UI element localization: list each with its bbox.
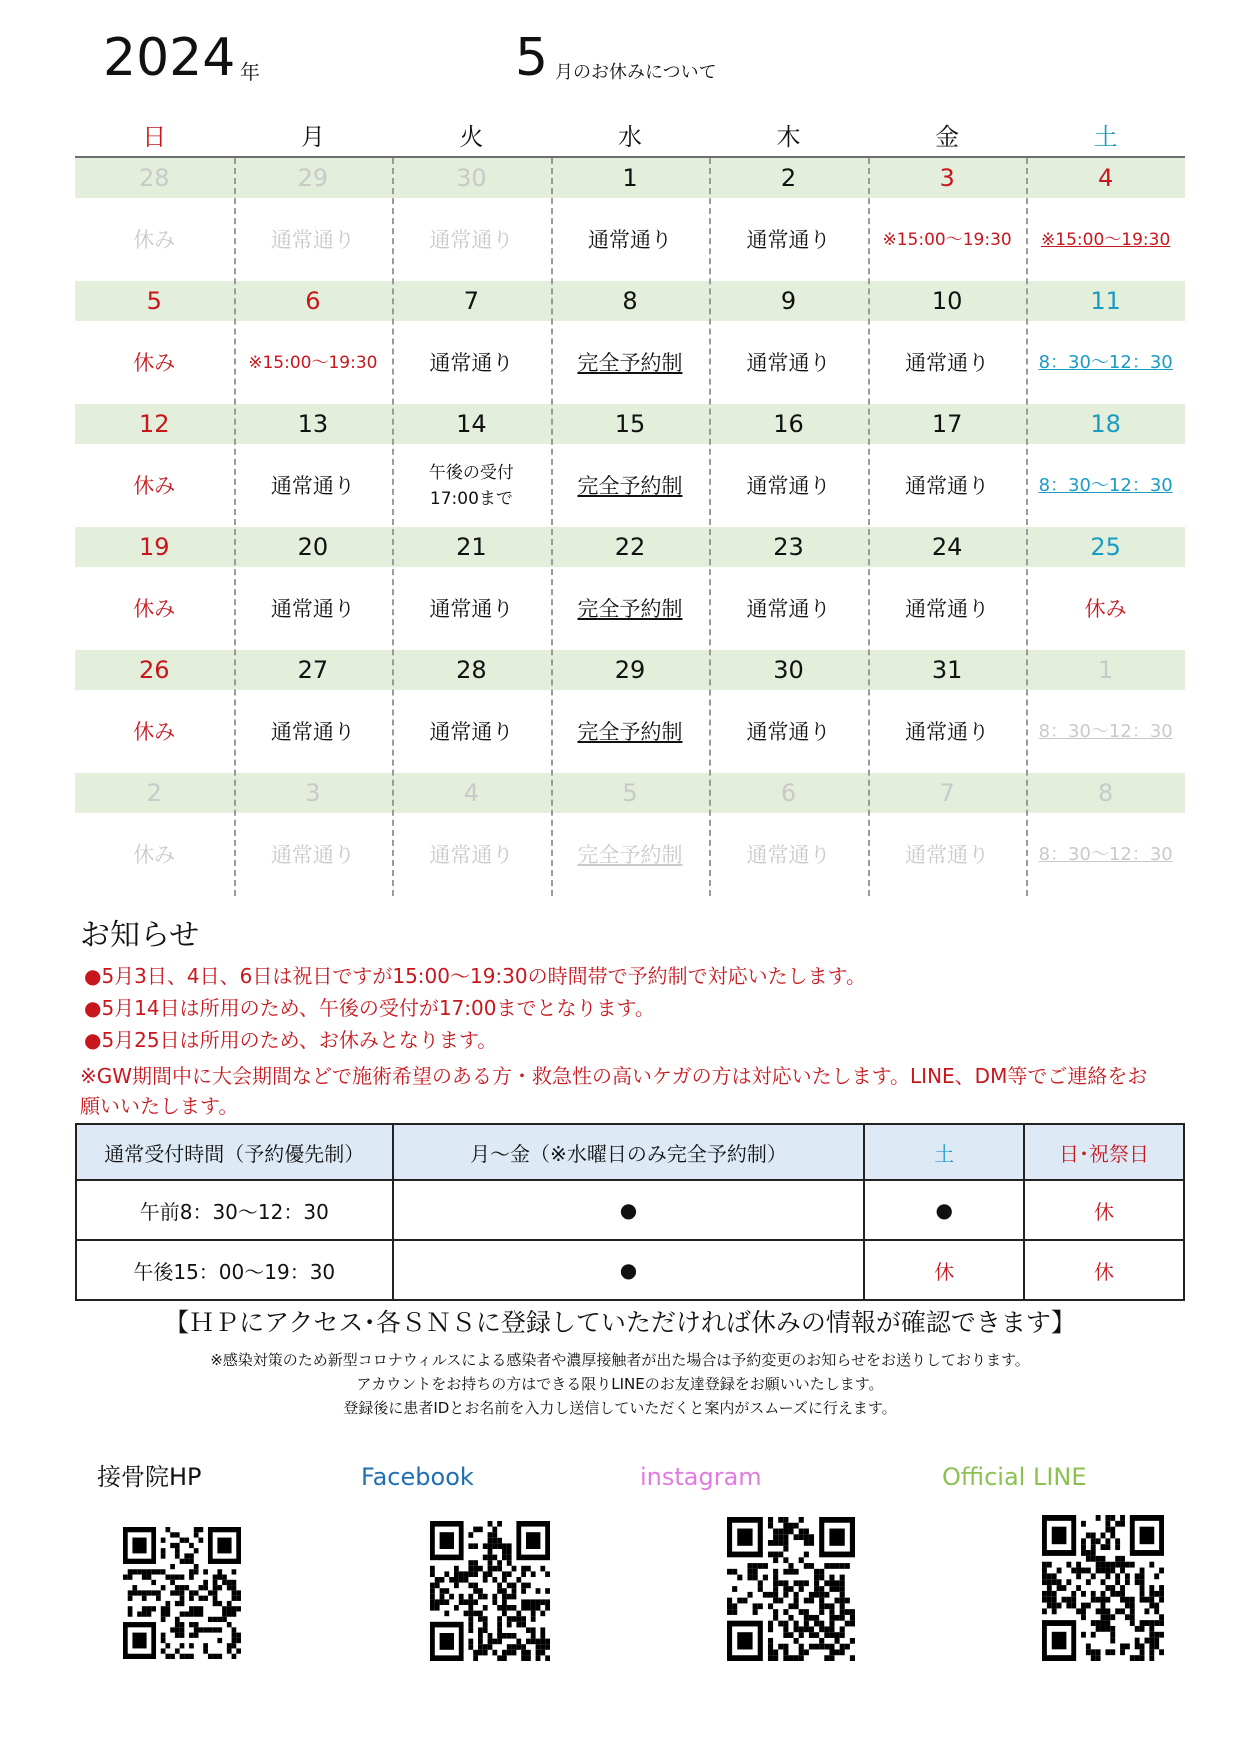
calendar-status-text: 通常通り bbox=[429, 596, 514, 621]
weekday-tue: 火 bbox=[459, 123, 484, 151]
calendar-status-row bbox=[75, 444, 1185, 527]
notice-line-1: ●5月3日、4日、6日は祝日ですが15:00～19:30の時間帯で予約制で対応いたします。 bbox=[84, 964, 867, 988]
title-month: 5 bbox=[515, 28, 549, 88]
calendar-status bbox=[75, 444, 234, 527]
calendar-status-text: ※15:00～19:30 bbox=[1041, 229, 1171, 250]
sns-note-1: ※感染対策のため新型コロナウィルスによる感染者や濃厚接触者が出た場合は予約変更のお知らせをお送りしております。 bbox=[210, 1351, 1030, 1369]
calendar-status bbox=[709, 321, 868, 404]
calendar-status-row bbox=[75, 321, 1185, 404]
calendar-date: 13 bbox=[297, 410, 329, 438]
notice-line-2: ●5月14日は所用のため、午後の受付が17:00までとなります。 bbox=[84, 996, 655, 1020]
calendar-status bbox=[75, 813, 234, 896]
calendar-status bbox=[234, 813, 393, 896]
link-label-instagram[interactable]: instagram bbox=[640, 1463, 762, 1491]
link-label-line[interactable]: Official LINE bbox=[942, 1463, 1087, 1491]
calendar-status-text: 通常通り bbox=[746, 596, 831, 621]
calendar-status-text: 通常通り bbox=[429, 842, 514, 867]
calendar-date: 7 bbox=[939, 779, 955, 807]
calendar-date-row bbox=[75, 158, 1185, 198]
calendar-status bbox=[234, 444, 393, 527]
calendar-date: 24 bbox=[931, 533, 963, 561]
weekday-thu: 木 bbox=[776, 123, 801, 151]
hours-header-holiday: 日･祝祭日 bbox=[1024, 1124, 1184, 1180]
calendar-status bbox=[75, 690, 234, 773]
calendar-status-text: ※15:00～19:30 bbox=[882, 229, 1012, 250]
qr-code-line-icon[interactable] bbox=[1042, 1515, 1164, 1661]
calendar-date: 31 bbox=[931, 656, 963, 684]
calendar-status-text: 休み bbox=[133, 842, 176, 867]
calendar-status bbox=[709, 567, 868, 650]
calendar-status-text: 通常通り bbox=[746, 227, 831, 252]
title-text: 月のお休みについて bbox=[555, 62, 717, 83]
calendar-date: 22 bbox=[614, 533, 646, 561]
calendar-status bbox=[868, 444, 1027, 527]
calendar-status-text: 通常通り bbox=[905, 473, 990, 498]
calendar-status-text: 通常通り bbox=[905, 596, 990, 621]
calendar-status-text: 通常通り bbox=[270, 842, 355, 867]
notice-line-3: ●5月25日は所用のため、お休みとなります。 bbox=[84, 1028, 498, 1052]
hours-pm-time: 午後15：00～19：30 bbox=[76, 1240, 393, 1300]
calendar-status bbox=[868, 198, 1027, 281]
hours-header-weekday: 月～金（※水曜日のみ完全予約制） bbox=[393, 1124, 865, 1180]
calendar-date: 18 bbox=[1090, 410, 1121, 438]
calendar-date: 3 bbox=[305, 779, 321, 807]
weekday-header bbox=[75, 120, 1185, 159]
hours-am-sat: ● bbox=[864, 1180, 1024, 1240]
calendar-status-text: 通常通り bbox=[905, 719, 990, 744]
calendar-date: 4 bbox=[1098, 164, 1114, 192]
calendar-date: 9 bbox=[780, 287, 797, 315]
calendar-date: 28 bbox=[456, 656, 487, 684]
calendar-status bbox=[392, 198, 551, 281]
weekday-wed: 水 bbox=[617, 123, 642, 151]
hours-am-time: 午前8：30～12：30 bbox=[76, 1180, 393, 1240]
calendar-status bbox=[1026, 567, 1185, 650]
weekday-sat: 土 bbox=[1093, 123, 1118, 151]
sns-banner: 【ＨＰにアクセス･各ＳＮＳに登録していただければ休みの情報が確認できます】 bbox=[164, 1308, 1076, 1337]
weekday-mon: 月 bbox=[300, 123, 325, 151]
hours-table bbox=[75, 1123, 1185, 1301]
calendar-status-text: 通常通り bbox=[587, 227, 672, 252]
calendar-week bbox=[75, 650, 1185, 773]
sns-note-2: アカウントをお持ちの方はできる限りLINEのお友達登録をお願いいたします。 bbox=[356, 1375, 884, 1393]
calendar-status bbox=[75, 567, 234, 650]
calendar-date: 11 bbox=[1090, 287, 1121, 315]
calendar-date: 16 bbox=[773, 410, 804, 438]
hours-pm-weekday: ● bbox=[393, 1240, 865, 1300]
calendar-status-text: 通常通り bbox=[905, 350, 990, 375]
link-label-facebook[interactable]: Facebook bbox=[361, 1463, 474, 1491]
calendar-status-text: 休み bbox=[133, 473, 176, 498]
calendar-status-text: 8：30～12：30 bbox=[1038, 843, 1173, 865]
calendar-divider bbox=[868, 158, 870, 896]
calendar-status bbox=[75, 198, 234, 281]
calendar-status-text: 完全予約制 bbox=[577, 719, 683, 744]
calendar-date: 15 bbox=[614, 410, 646, 438]
calendar-status-text: 休み bbox=[133, 350, 176, 375]
calendar-date: 25 bbox=[1090, 533, 1121, 561]
calendar-divider bbox=[1026, 158, 1028, 896]
calendar-status-text: ※15:00～19:30 bbox=[248, 352, 378, 373]
calendar-status bbox=[551, 444, 710, 527]
calendar-date: 21 bbox=[456, 533, 487, 561]
calendar-status bbox=[1026, 198, 1185, 281]
weekday-fri: 金 bbox=[935, 123, 960, 151]
qr-code-instagram-icon[interactable] bbox=[727, 1517, 855, 1661]
calendar-date-row bbox=[75, 773, 1185, 813]
calendar-date: 5 bbox=[146, 287, 162, 315]
hours-header-sat: 土 bbox=[864, 1124, 1024, 1180]
calendar-date: 7 bbox=[463, 287, 480, 315]
calendar-date: 17 bbox=[931, 410, 963, 438]
calendar-date: 29 bbox=[614, 656, 646, 684]
calendar-date-row bbox=[75, 527, 1185, 567]
calendar-status bbox=[551, 690, 710, 773]
calendar-status-text: 通常通り bbox=[746, 473, 831, 498]
calendar-week bbox=[75, 527, 1185, 650]
link-label-hp[interactable]: 接骨院HP bbox=[97, 1463, 202, 1491]
calendar-week bbox=[75, 773, 1185, 896]
calendar-date: 26 bbox=[139, 656, 170, 684]
calendar-date: 1 bbox=[622, 164, 638, 192]
calendar-status-text: 完全予約制 bbox=[577, 473, 683, 498]
hours-row-am bbox=[76, 1180, 1184, 1240]
calendar-status bbox=[551, 813, 710, 896]
calendar-status bbox=[75, 321, 234, 404]
calendar-status bbox=[551, 567, 710, 650]
calendar-status-text: 通常通り bbox=[429, 227, 514, 252]
calendar-date: 6 bbox=[305, 287, 321, 315]
calendar-date: 1 bbox=[1098, 656, 1114, 684]
calendar-status-text: 通常通り bbox=[270, 227, 355, 252]
calendar-status bbox=[709, 444, 868, 527]
calendar-divider bbox=[709, 158, 711, 896]
calendar-status bbox=[868, 813, 1027, 896]
calendar-status bbox=[392, 567, 551, 650]
calendar-status-text: 通常通り bbox=[746, 350, 831, 375]
calendar-status-row bbox=[75, 567, 1185, 650]
calendar-date: 5 bbox=[622, 779, 638, 807]
calendar-status-row bbox=[75, 690, 1185, 773]
calendar-date: 20 bbox=[297, 533, 329, 561]
calendar-date: 28 bbox=[139, 164, 170, 192]
calendar-status-text: 通常通り bbox=[905, 842, 990, 867]
calendar-status-note: 午後の受付 bbox=[428, 462, 514, 483]
calendar-week bbox=[75, 158, 1185, 281]
calendar-status bbox=[709, 198, 868, 281]
calendar-status bbox=[234, 198, 393, 281]
calendar-status bbox=[1026, 321, 1185, 404]
calendar-status-note: 17:00まで bbox=[429, 488, 513, 509]
calendar-status bbox=[392, 690, 551, 773]
calendar-date-row bbox=[75, 650, 1185, 690]
notice-gw-line-1: ※GW期間中に大会期間などで施術希望のある方・救急性の高いケガの方は対応いたします。LINE、DM等でご連絡をお bbox=[80, 1064, 1148, 1088]
notice-title: お知らせ bbox=[80, 918, 200, 953]
calendar-status bbox=[234, 690, 393, 773]
calendar-status bbox=[234, 321, 393, 404]
hours-pm-sat: 休 bbox=[864, 1240, 1024, 1300]
calendar-date-row bbox=[75, 404, 1185, 444]
calendar-status-text: 通常通り bbox=[429, 350, 514, 375]
calendar-grid bbox=[75, 158, 1185, 896]
title-year-suffix: 年 bbox=[240, 60, 260, 84]
calendar-status-text: 休み bbox=[133, 596, 176, 621]
calendar-date: 19 bbox=[139, 533, 170, 561]
calendar-date: 2 bbox=[146, 779, 162, 807]
hours-row-pm bbox=[76, 1240, 1184, 1300]
calendar-divider bbox=[551, 158, 553, 896]
calendar-status-text: 8：30～12：30 bbox=[1038, 720, 1173, 742]
calendar-date: 4 bbox=[463, 779, 480, 807]
calendar-status-text: 休み bbox=[1084, 596, 1127, 621]
calendar-status bbox=[551, 321, 710, 404]
hours-header-row bbox=[76, 1124, 1184, 1180]
calendar-divider bbox=[234, 158, 236, 896]
calendar-status-row bbox=[75, 198, 1185, 281]
calendar-status-text: 通常通り bbox=[429, 719, 514, 744]
calendar-status-text: 通常通り bbox=[270, 473, 355, 498]
calendar-status bbox=[392, 813, 551, 896]
calendar-status bbox=[709, 813, 868, 896]
calendar-status-text: 通常通り bbox=[746, 842, 831, 867]
notice-gw bbox=[80, 1061, 1190, 1121]
calendar-date: 8 bbox=[622, 287, 638, 315]
calendar-status-text: 通常通り bbox=[270, 719, 355, 744]
calendar-status-text: 通常通り bbox=[746, 719, 831, 744]
calendar-date: 10 bbox=[931, 287, 963, 315]
sns-note-3: 登録後に患者IDとお名前を入力し送信していただくと案内がスムーズに行えます。 bbox=[343, 1399, 897, 1417]
weekday-sun: 日 bbox=[142, 123, 167, 151]
calendar-status bbox=[1026, 444, 1185, 527]
calendar-date: 29 bbox=[297, 164, 329, 192]
calendar-date: 3 bbox=[939, 164, 955, 192]
calendar-status bbox=[709, 690, 868, 773]
calendar-week bbox=[75, 404, 1185, 527]
calendar-status-text: 完全予約制 bbox=[577, 842, 683, 867]
calendar-date: 8 bbox=[1098, 779, 1114, 807]
calendar-status-text: 通常通り bbox=[270, 596, 355, 621]
calendar-date-row bbox=[75, 281, 1185, 321]
calendar-date: 30 bbox=[456, 164, 487, 192]
calendar-status-text: 休み bbox=[133, 227, 176, 252]
calendar-date: 23 bbox=[773, 533, 804, 561]
calendar-status bbox=[868, 567, 1027, 650]
calendar-week bbox=[75, 281, 1185, 404]
hours-header-time: 通常受付時間（予約優先制） bbox=[76, 1124, 393, 1180]
calendar-date: 27 bbox=[297, 656, 329, 684]
calendar-status-text: 完全予約制 bbox=[577, 350, 683, 375]
calendar-divider bbox=[392, 158, 394, 896]
calendar-status bbox=[1026, 690, 1185, 773]
calendar-status bbox=[1026, 813, 1185, 896]
qr-code-facebook-icon[interactable] bbox=[430, 1521, 550, 1661]
title-year: 2024 bbox=[103, 28, 236, 88]
calendar-date: 12 bbox=[139, 410, 170, 438]
calendar-status bbox=[551, 198, 710, 281]
calendar-status-row bbox=[75, 813, 1185, 896]
calendar-status-text: 8：30～12：30 bbox=[1038, 351, 1173, 373]
calendar-date: 6 bbox=[780, 779, 797, 807]
calendar-status-text: 完全予約制 bbox=[577, 596, 683, 621]
calendar-status bbox=[234, 567, 393, 650]
calendar-date: 2 bbox=[780, 164, 797, 192]
hours-am-weekday: ● bbox=[393, 1180, 865, 1240]
calendar-status-text: 休み bbox=[133, 719, 176, 744]
notice-gw-line-2: 願いいたします。 bbox=[80, 1094, 239, 1118]
hours-pm-holiday: 休 bbox=[1024, 1240, 1184, 1300]
calendar-date: 14 bbox=[456, 410, 487, 438]
calendar-date: 30 bbox=[773, 656, 804, 684]
qr-code-hp-icon[interactable] bbox=[123, 1527, 241, 1659]
calendar-status-text: 8：30～12：30 bbox=[1038, 474, 1173, 496]
calendar-status bbox=[868, 321, 1027, 404]
calendar-status bbox=[392, 321, 551, 404]
hours-am-holiday: 休 bbox=[1024, 1180, 1184, 1240]
calendar-status bbox=[868, 690, 1027, 773]
calendar-status bbox=[392, 444, 551, 527]
